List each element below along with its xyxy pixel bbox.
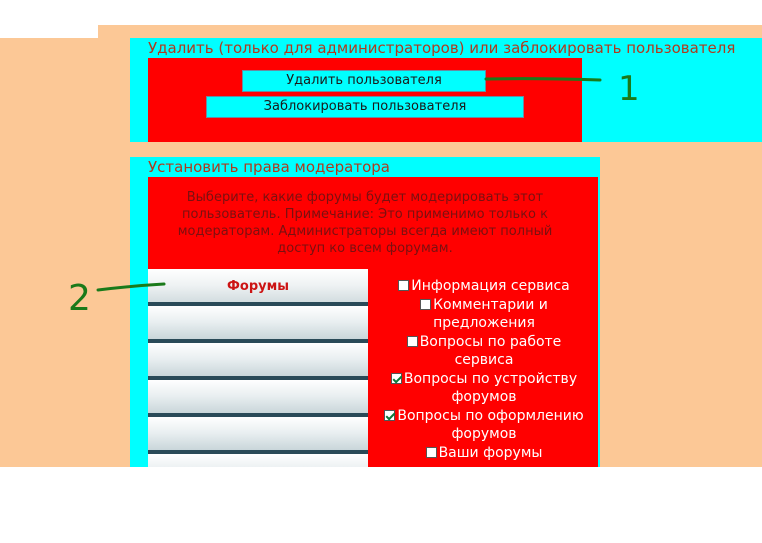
forum-label: Вопросы по устройству форумов [403, 371, 578, 405]
annotation-2-arrow-line [98, 284, 164, 290]
forum-label: Комментарии и предложения [433, 297, 548, 331]
moderator-rights-description: Выберите, какие форумы будет модерировать этот пользователь. Примечание: Это применимо только к модераторам. Администраторы всегда имеют полный доступ ко всем форумам. [177, 190, 553, 256]
forum-label: Вопросы по работе сервиса [419, 334, 562, 368]
forums-header: Форумы [148, 269, 368, 306]
delete-block-legend: Удалить (только для администраторов) или заблокировать пользователя [148, 39, 736, 57]
annotation-1 [486, 69, 640, 109]
block-user-button[interactable]: Заблокировать пользователя [206, 96, 524, 118]
delete-user-button[interactable]: Удалить пользователя [242, 70, 486, 92]
forum-label: Вопросы по оформлению форумов [397, 408, 584, 442]
annotation-2-label: 2 [68, 278, 91, 319]
forum-label: Информация сервиса [411, 278, 570, 294]
forum-label: Ваши форумы [438, 445, 543, 461]
annotation-1-arrow-line [486, 79, 600, 80]
moderator-rights-legend: Установить права модератора [148, 158, 390, 176]
annotation-2 [68, 278, 164, 319]
annotation-1-label: 1 [618, 69, 640, 109]
